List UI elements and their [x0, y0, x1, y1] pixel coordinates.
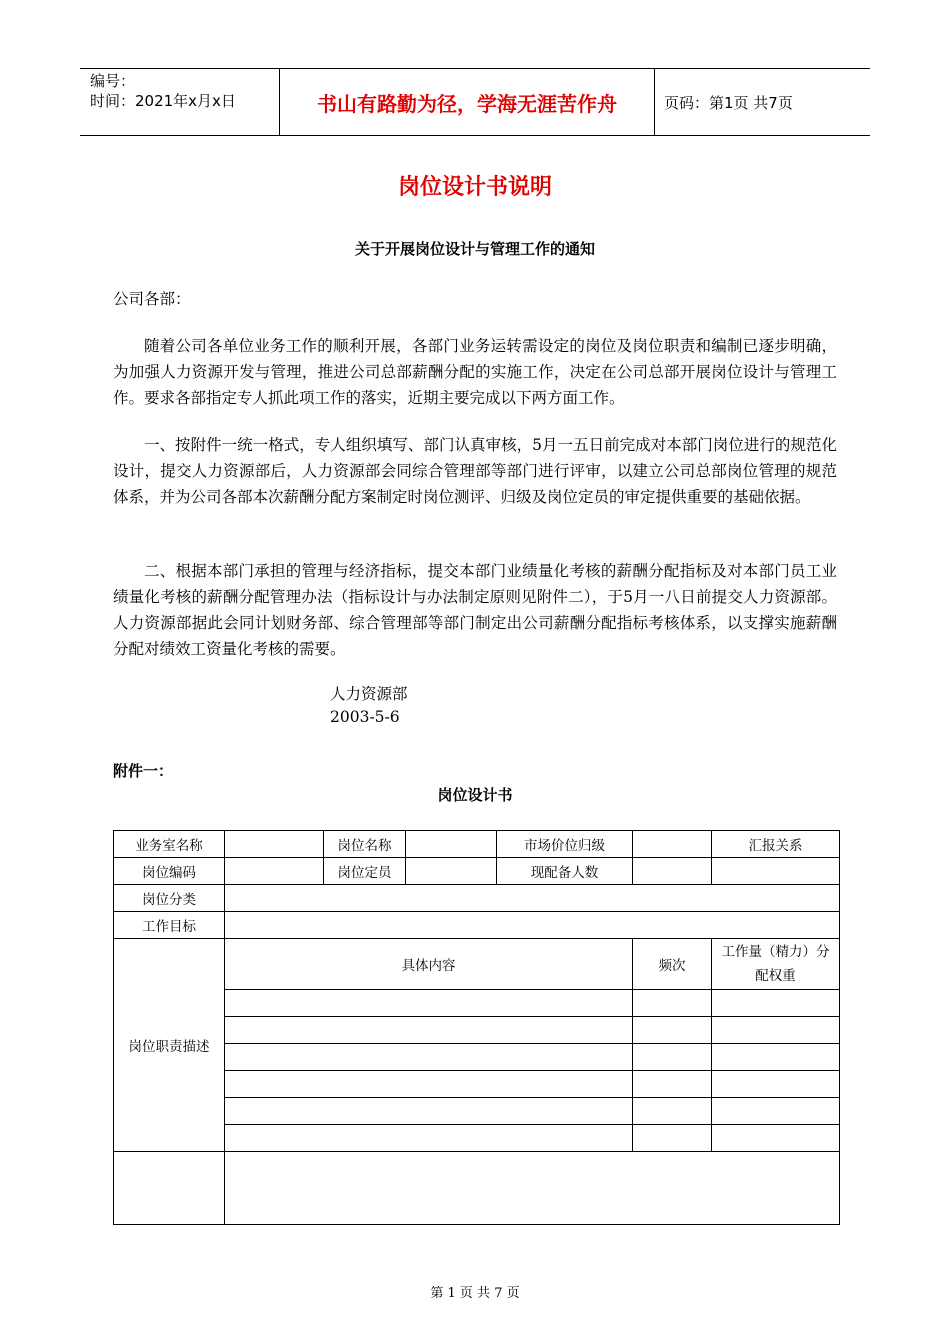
duty-content-cell[interactable] — [225, 1017, 633, 1044]
duty-frequency-cell[interactable] — [633, 1125, 712, 1152]
page-footer: 第 1 页 共 7 页 — [430, 1286, 520, 1301]
header-weight: 工作量（精力）分配权重 — [712, 939, 840, 990]
document-title: 岗位设计书说明 — [397, 175, 552, 200]
duty-weight-cell[interactable] — [712, 1017, 840, 1044]
duty-weight-cell[interactable] — [712, 1044, 840, 1071]
label-dept-name: 业务室名称 — [114, 831, 225, 858]
label-post-code: 岗位编码 — [114, 858, 225, 885]
input-post-code[interactable] — [225, 858, 324, 885]
label-post-name: 岗位名称 — [324, 831, 406, 858]
duty-frequency-cell[interactable] — [633, 1044, 712, 1071]
duty-frequency-cell[interactable] — [633, 1017, 712, 1044]
input-post-category[interactable] — [225, 885, 840, 912]
notice-title: 关于开展岗位设计与管理工作的通知 — [354, 240, 595, 258]
label-post-quota: 岗位定员 — [324, 858, 406, 885]
duty-content-cell[interactable] — [225, 1071, 633, 1098]
time-label: 时间：2021年x月x日 — [90, 92, 236, 110]
attachment-label: 附件一： — [113, 762, 174, 780]
code-label: 编号： — [90, 72, 136, 90]
duty-content-cell[interactable] — [225, 1098, 633, 1125]
extra-input-cell[interactable] — [225, 1152, 840, 1225]
form-title: 岗位设计书 — [437, 786, 513, 804]
input-work-goal[interactable] — [225, 912, 840, 939]
paragraph-2: 一、按附件一统一格式，专人组织填写、部门认真审核，5月一五日前完成对本部门岗位进行的规范化设计，提交人力资源部后，人力资源部会同综合管理部等部门进行评审，以建立公司总部岗位管理的规范体系，并为公司各部本次薪酬分配方案制定时岗位测评、归级及岗位定员的审定提供重要的基础依据。 — [113, 436, 837, 506]
input-current-staff[interactable] — [633, 858, 712, 885]
input-report-to[interactable] — [712, 858, 840, 885]
duty-weight-cell[interactable] — [712, 990, 840, 1017]
label-duty-desc: 岗位职责描述 — [114, 939, 225, 1152]
signature-dept: 人力资源部 — [330, 685, 408, 703]
label-work-goal: 工作目标 — [114, 912, 225, 939]
label-report-to: 汇报关系 — [712, 831, 840, 858]
salutation: 公司各部： — [113, 290, 191, 308]
header-motto: 书山有路勤为径，学海无涯苦作舟 — [280, 69, 655, 135]
signature-date: 2003-5-6 — [330, 708, 400, 726]
duty-weight-cell[interactable] — [712, 1098, 840, 1125]
duty-content-cell[interactable] — [225, 1125, 633, 1152]
post-design-form — [113, 830, 840, 1225]
label-market-level: 市场价位归级 — [497, 831, 633, 858]
extra-label-cell — [114, 1152, 225, 1225]
duty-content-cell[interactable] — [225, 1044, 633, 1071]
label-post-category: 岗位分类 — [114, 885, 225, 912]
header-frequency: 频次 — [633, 939, 712, 990]
input-post-name[interactable] — [406, 831, 497, 858]
input-dept-name[interactable] — [225, 831, 324, 858]
paragraph-3: 二、根据本部门承担的管理与经济指标，提交本部门业绩量化考核的薪酬分配指标及对本部门员工业绩量化考核的薪酬分配管理办法（指标设计与办法制定原则见附件二），于5月一八日前提交人力资源部。人力资源部据此会同计划财务部、综合管理部等部门制定出公司薪酬分配指标考核体系，以支撑实施薪酬分配对绩效工资量化考核的需要。 — [113, 562, 837, 658]
duty-frequency-cell[interactable] — [633, 1098, 712, 1125]
paragraph-1: 随着公司各单位业务工作的顺利开展，各部门业务运转需设定的岗位及岗位职责和编制已逐步明确，为加强人力资源开发与管理，推进公司总部薪酬分配的实施工作，决定在公司总部开展岗位设计与管理工作。要求各部指定专人抓此项工作的落实，近期主要完成以下两方面工作。 — [113, 337, 837, 407]
duty-frequency-cell[interactable] — [633, 1071, 712, 1098]
page-header — [80, 68, 870, 136]
header-meta — [80, 69, 280, 135]
label-current-staff: 现配备人数 — [497, 858, 633, 885]
input-market-level[interactable] — [633, 831, 712, 858]
duty-content-cell[interactable] — [225, 990, 633, 1017]
input-post-quota[interactable] — [406, 858, 497, 885]
duty-frequency-cell[interactable] — [633, 990, 712, 1017]
duty-weight-cell[interactable] — [712, 1125, 840, 1152]
header-page-info: 页码：第1页 共7页 — [664, 93, 793, 112]
header-content: 具体内容 — [225, 939, 633, 990]
duty-weight-cell[interactable] — [712, 1071, 840, 1098]
